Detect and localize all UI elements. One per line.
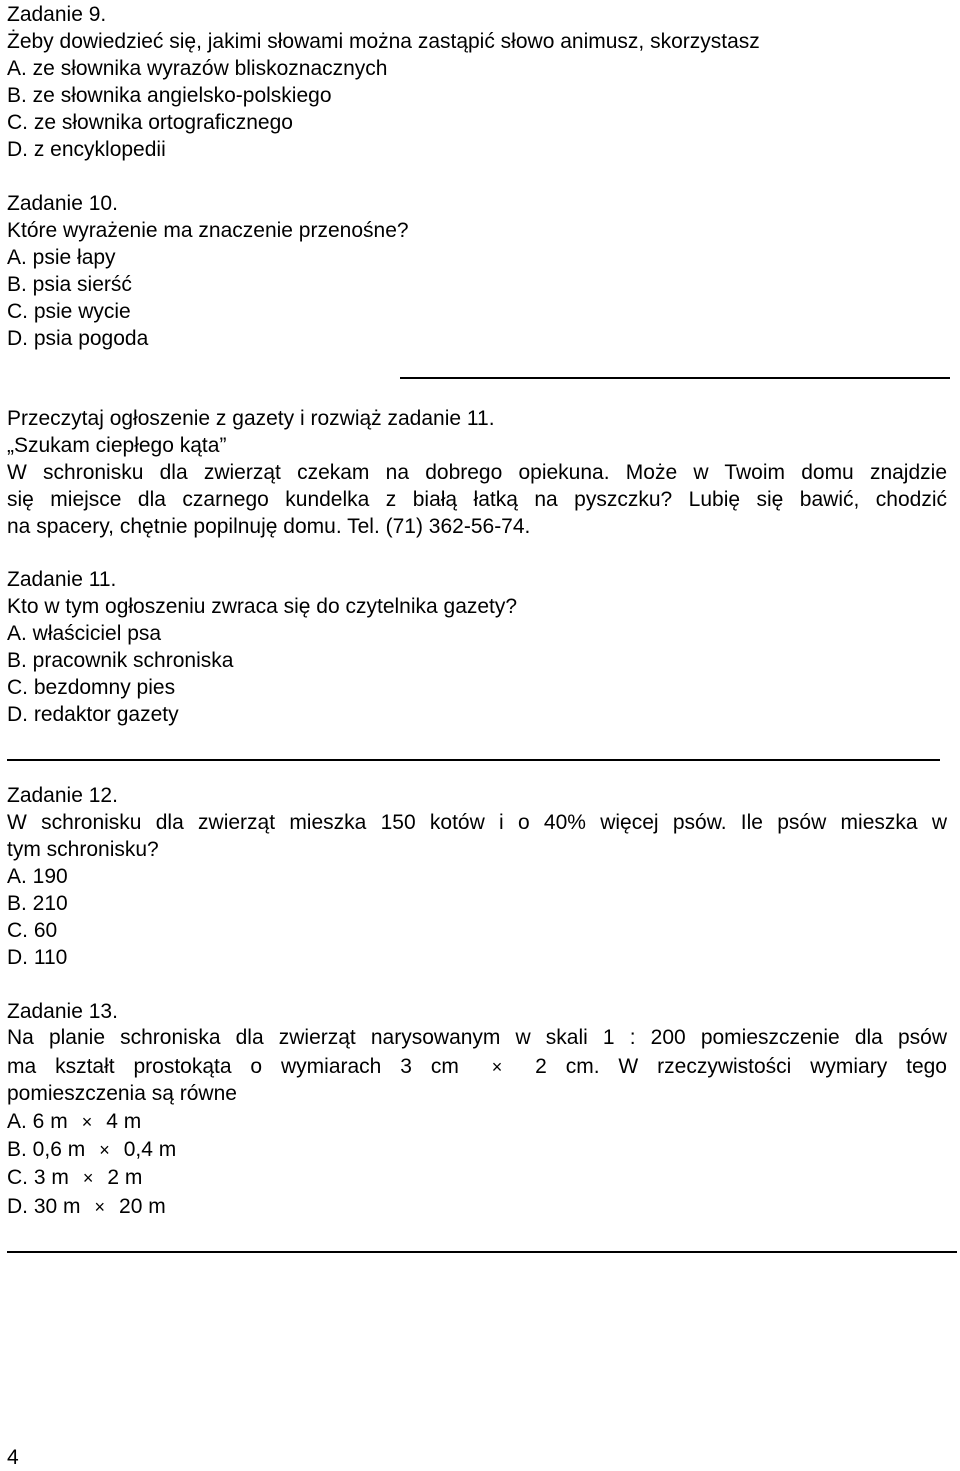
ad-text-line: W schronisku dla zwierząt czekam na dobrego opiekuna. Może w Twoim domu znajdzie (7, 461, 947, 484)
ad-text-line: się miejsce dla czarnego kundelka z białą łatką na pyszczku? Lubię się bawić, chodzić (7, 488, 947, 511)
times-sign: × (81, 1112, 93, 1132)
ad-text-line: na spacery, chętnie popilnuję domu. Tel. (71) 362-56-74. (7, 515, 531, 538)
task-13-question-part: ma kształt prostokąta o wymiarach 3 cm (7, 1055, 459, 1078)
task-10-title: Zadanie 10. (7, 192, 118, 215)
task-13-question-part: 2 cm. W rzeczywistości wymiary tego (535, 1055, 947, 1078)
task-13-question-line (7, 1053, 947, 1081)
task-13-option-c (7, 1164, 142, 1192)
times-sign: × (94, 1197, 106, 1217)
task-13-option-a (7, 1108, 141, 1136)
times-sign: × (99, 1140, 110, 1160)
task-13-question-line: pomieszczenia są równe (7, 1082, 237, 1105)
task-11-option-d: D. redaktor gazety (7, 703, 179, 726)
times-sign: × (491, 1057, 503, 1077)
section-divider (7, 759, 940, 761)
task-10-option-d: D. psia pogoda (7, 327, 149, 350)
option-value: 0,4 m (123, 1138, 177, 1161)
option-value: B. 0,6 m (7, 1138, 86, 1161)
task-10-option-c: C. psie wycie (7, 300, 131, 323)
task-12-option-c: C. 60 (7, 919, 58, 942)
task-12-question-line: tym schronisku? (7, 838, 159, 861)
task-9-option-d: D. z encyklopedii (7, 138, 166, 161)
option-value: D. 30 m (7, 1195, 81, 1218)
option-value: 2 m (107, 1166, 143, 1189)
task-12-title: Zadanie 12. (7, 784, 118, 807)
task-11-option-c: C. bezdomny pies (7, 676, 176, 699)
task-12-option-d: D. 110 (7, 946, 68, 969)
section-divider (400, 377, 950, 379)
task-11-option-a: A. właściciel psa (7, 622, 162, 645)
option-value: A. 6 m (7, 1110, 68, 1133)
reading-instruction: Przeczytaj ogłoszenie z gazety i rozwiąż zadanie 11. (7, 407, 495, 430)
option-value: C. 3 m (7, 1166, 69, 1189)
task-12-question-line: W schronisku dla zwierząt mieszka 150 kotów i o 40% więcej psów. Ile psów mieszka w (7, 811, 947, 834)
section-divider (7, 1251, 957, 1253)
task-13-option-d (7, 1193, 166, 1221)
task-9-question: Żeby dowiedzieć się, jakimi słowami można zastąpić słowo animusz, skorzystasz (7, 30, 760, 53)
task-9-title: Zadanie 9. (7, 3, 107, 26)
task-10-question: Które wyrażenie ma znaczenie przenośne? (7, 219, 409, 242)
task-13-title: Zadanie 13. (7, 1000, 118, 1023)
times-sign: × (82, 1168, 94, 1188)
task-9-option-b: B. ze słownika angielsko-polskiego (7, 84, 332, 107)
ad-headline: „Szukam ciepłego kąta” (7, 434, 227, 457)
task-10-option-b: B. psia sierść (7, 273, 132, 296)
task-10-option-a: A. psie łapy (7, 246, 116, 269)
task-11-title: Zadanie 11. (7, 568, 117, 591)
task-9-option-a: A. ze słownika wyrazów bliskoznacznych (7, 57, 388, 80)
task-13-option-b (7, 1136, 176, 1164)
task-11-option-b: B. pracownik schroniska (7, 649, 234, 672)
task-12-option-a: A. 190 (7, 865, 68, 888)
task-11-question: Kto w tym ogłoszeniu zwraca się do czytelnika gazety? (7, 595, 518, 618)
page-number: 4 (7, 1446, 19, 1469)
option-value: 4 m (106, 1110, 142, 1133)
option-value: 20 m (119, 1195, 166, 1218)
task-12-option-b: B. 210 (7, 892, 68, 915)
task-9-option-c: C. ze słownika ortograficznego (7, 111, 293, 134)
task-13-question-line: Na planie schroniska dla zwierząt narysowanym w skali 1 : 200 pomieszczenie dla psów (7, 1026, 947, 1049)
